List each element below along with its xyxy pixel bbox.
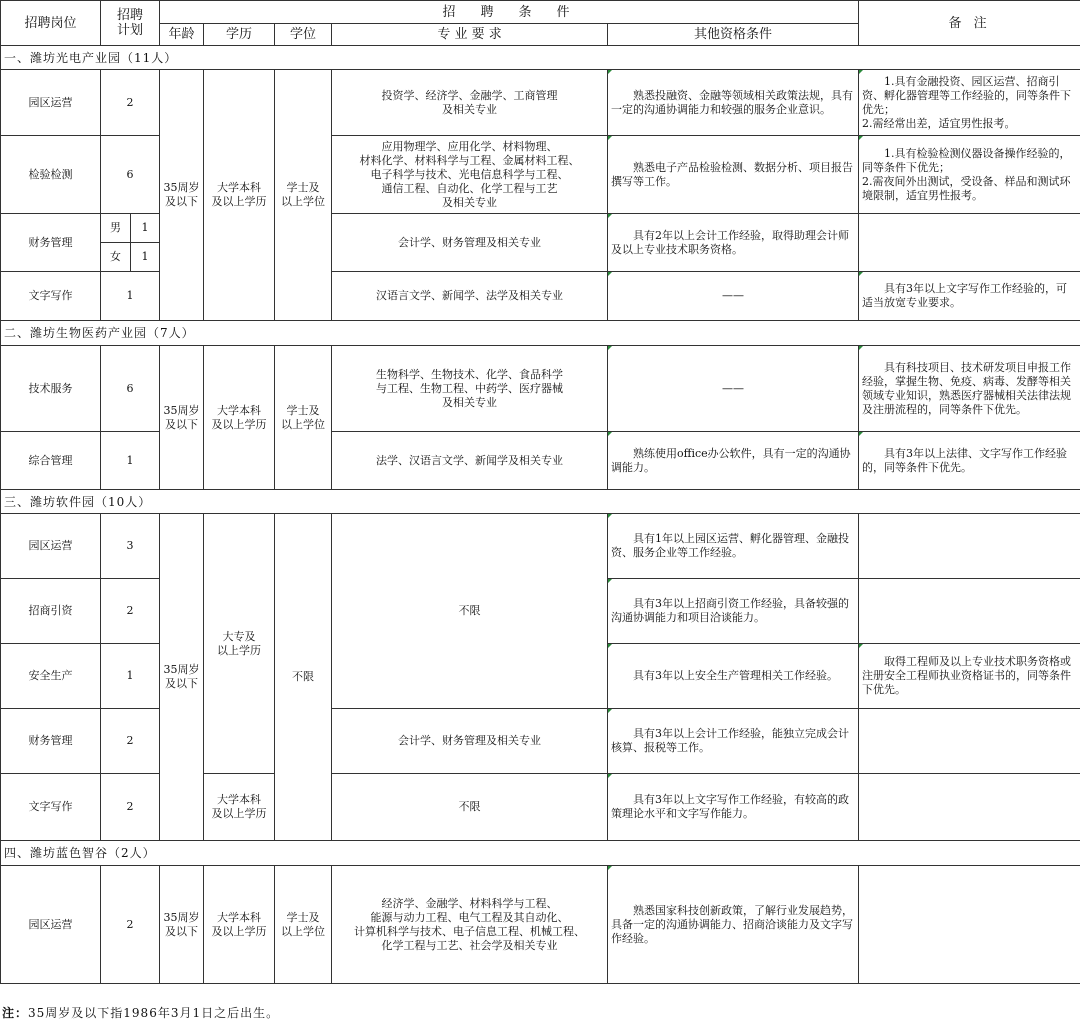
section-title: 二、潍坊生物医药产业园（7人） [1, 321, 1080, 346]
plan-cell: 1 [131, 243, 160, 272]
header-age: 年龄 [160, 24, 204, 46]
age-cell: 35周岁 及以下 [160, 514, 204, 841]
education-cell: 大专及 以上学历 [204, 514, 275, 774]
other-cell: 熟悉国家科技创新政策，了解行业发展趋势，具备一定的沟通协调能力、招商洽谈能力及文字写作经验。 [608, 866, 859, 984]
table-row [1, 866, 1080, 984]
education-cell: 大学本科 及以上学历 [204, 346, 275, 490]
section-title: 一、潍坊光电产业园（11人） [1, 46, 1080, 70]
education-cell: 大学本科 及以上学历 [204, 866, 275, 984]
table-row [1, 514, 1080, 579]
gender-cell: 男 [101, 214, 131, 243]
plan-cell: 1 [101, 272, 160, 321]
degree-cell: 学士及 以上学位 [275, 346, 332, 490]
other-cell: 熟练使用office办公软件，具有一定的沟通协调能力。 [608, 432, 859, 490]
other-cell: 具有3年以上文字写作工作经验，有较高的政策理论水平和文字写作能力。 [608, 774, 859, 841]
remark-cell [859, 774, 1080, 841]
footnote [2, 1004, 279, 1021]
position-cell: 检验检测 [1, 136, 101, 214]
major-cell: 投资学、经济学、金融学、工商管理 及相关专业 [332, 70, 608, 136]
position-cell: 安全生产 [1, 644, 101, 709]
remark-cell: 具有科技项目、技术研发项目申报工作经验，掌握生物、免疫、病毒、发酵等相关领域专业知识，熟悉医疗器械相关法律法规及注册流程的，同等条件下优先。 [859, 346, 1080, 432]
major-cell: 会计学、财务管理及相关专业 [332, 709, 608, 774]
remark-cell [859, 866, 1080, 984]
header-major: 专 业 要 求 [332, 24, 608, 46]
plan-cell: 3 [101, 514, 160, 579]
section-title: 四、潍坊蓝色智谷（2人） [1, 841, 1080, 866]
other-cell: 具有2年以上会计工作经验，取得助理会计师及以上专业技术职务资格。 [608, 214, 859, 272]
position-cell: 文字写作 [1, 774, 101, 841]
position-cell: 财务管理 [1, 709, 101, 774]
header-conditions: 招 聘 条 件 [160, 1, 859, 24]
plan-cell: 2 [101, 866, 160, 984]
plan-cell: 6 [101, 136, 160, 214]
remark-cell: 1.具有金融投资、园区运营、招商引资、孵化器管理等工作经验的，同等条件下优先； 2.需经常出差，适宜男性报考。 [859, 70, 1080, 136]
other-cell: —— [608, 272, 859, 321]
plan-cell: 2 [101, 774, 160, 841]
other-cell: 熟悉电子产品检验检测、数据分析、项目报告撰写等工作。 [608, 136, 859, 214]
other-cell: 具有3年以上安全生产管理相关工作经验。 [608, 644, 859, 709]
table-row [1, 70, 1080, 136]
age-cell: 35周岁 及以下 [160, 866, 204, 984]
position-cell: 财务管理 [1, 214, 101, 272]
footnote-text: 35周岁及以下指1986年3月1日之后出生。 [28, 1006, 280, 1020]
plan-cell: 2 [101, 579, 160, 644]
remark-cell [859, 579, 1080, 644]
header-education: 学历 [204, 24, 275, 46]
degree-cell: 学士及 以上学位 [275, 70, 332, 321]
age-cell: 35周岁 及以下 [160, 346, 204, 490]
other-cell: 具有3年以上会计工作经验，能独立完成会计核算、报税等工作。 [608, 709, 859, 774]
major-cell: 生物科学、生物技术、化学、食品科学 与工程、生物工程、中药学、医疗器械 及相关专业 [332, 346, 608, 432]
header-degree: 学位 [275, 24, 332, 46]
header-remarks: 备 注 [859, 1, 1080, 46]
footnote-label: 注： [2, 1006, 29, 1020]
plan-cell: 6 [101, 346, 160, 432]
position-cell: 综合管理 [1, 432, 101, 490]
position-cell: 招商引资 [1, 579, 101, 644]
header-position: 招聘岗位 [1, 1, 101, 46]
position-cell: 技术服务 [1, 346, 101, 432]
header-plan: 招聘 计划 [101, 1, 160, 46]
position-cell: 园区运营 [1, 70, 101, 136]
position-cell: 园区运营 [1, 866, 101, 984]
education-cell: 大学本科 及以上学历 [204, 774, 275, 841]
section-title: 三、潍坊软件园（10人） [1, 490, 1080, 514]
remark-cell: 具有3年以上法律、文字写作工作经验的，同等条件下优先。 [859, 432, 1080, 490]
remark-cell [859, 214, 1080, 272]
header-other: 其他资格条件 [608, 24, 859, 46]
major-cell: 法学、汉语言文学、新闻学及相关专业 [332, 432, 608, 490]
major-cell: 应用物理学、应用化学、材料物理、 材料化学、材料科学与工程、金属材料工程、 电子科学与技术、光电信息科学与工程、 通信工程、自动化、化学工程与工艺 及相关专业 [332, 136, 608, 214]
remark-cell: 1.具有检验检测仪器设备操作经验的，同等条件下优先； 2.需夜间外出测试，受设备、样品和测试环境限制，适宜男性报考。 [859, 136, 1080, 214]
major-cell: 汉语言文学、新闻学、法学及相关专业 [332, 272, 608, 321]
position-cell: 文字写作 [1, 272, 101, 321]
plan-cell: 1 [131, 214, 160, 243]
other-cell: 具有3年以上招商引资工作经验，具备较强的沟通协调能力和项目洽谈能力。 [608, 579, 859, 644]
table-row [1, 346, 1080, 432]
other-cell: —— [608, 346, 859, 432]
other-cell: 具有1年以上园区运营、孵化器管理、金融投资、服务企业等工作经验。 [608, 514, 859, 579]
position-cell: 园区运营 [1, 514, 101, 579]
remark-cell [859, 709, 1080, 774]
major-cell: 经济学、金融学、材料科学与工程、 能源与动力工程、电气工程及其自动化、 计算机科学与技术、电子信息工程、机械工程、 化学工程与工艺、社会学及相关专业 [332, 866, 608, 984]
remark-cell: 取得工程师及以上专业技术职务资格或注册安全工程师执业资格证书的，同等条件下优先。 [859, 644, 1080, 709]
degree-cell: 不限 [275, 514, 332, 841]
major-cell: 不限 [332, 774, 608, 841]
age-cell: 35周岁 及以下 [160, 70, 204, 321]
plan-cell: 2 [101, 709, 160, 774]
degree-cell: 学士及 以上学位 [275, 866, 332, 984]
plan-cell: 1 [101, 432, 160, 490]
education-cell: 大学本科 及以上学历 [204, 70, 275, 321]
remark-cell [859, 514, 1080, 579]
other-cell: 熟悉投融资、金融等领域相关政策法规，具有一定的沟通协调能力和较强的服务企业意识。 [608, 70, 859, 136]
major-cell: 不限 [332, 514, 608, 709]
remark-cell: 具有3年以上文字写作工作经验的，可适当放宽专业要求。 [859, 272, 1080, 321]
plan-cell: 2 [101, 70, 160, 136]
gender-cell: 女 [101, 243, 131, 272]
major-cell: 会计学、财务管理及相关专业 [332, 214, 608, 272]
plan-cell: 1 [101, 644, 160, 709]
